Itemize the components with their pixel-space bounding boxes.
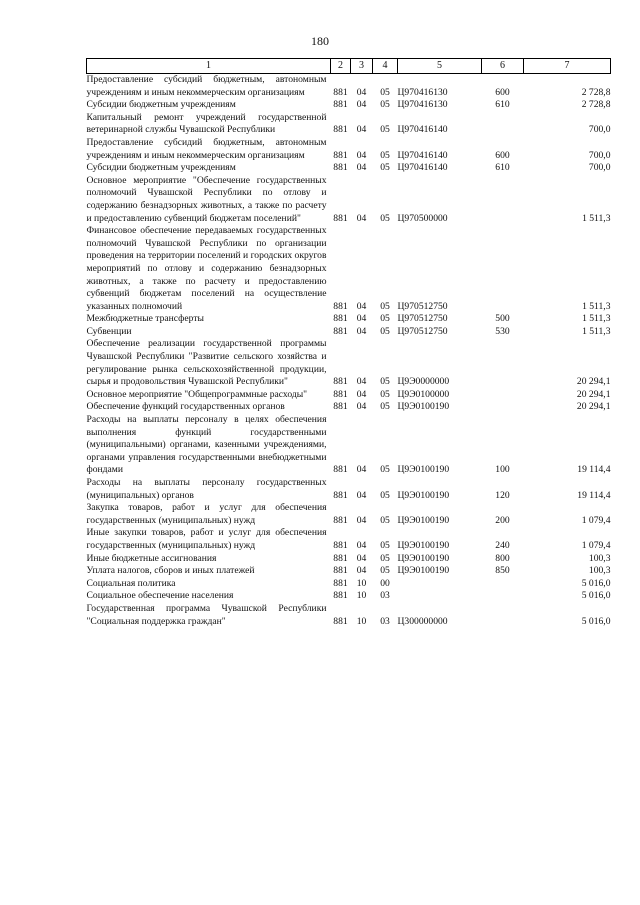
expense-name-cell: Уплата налогов, сборов и иных платежей [86,565,255,577]
table-row [87,338,611,388]
expense-type-code-cell [482,578,524,591]
expense-type-code-cell: 610 [495,162,510,174]
amount-cell: 20 294,1 [576,376,611,388]
expense-type-code-cell [482,590,524,603]
target-article-code-cell: Ц9Э0000000 [397,376,450,388]
expense-name-cell: Межбюджетные трансферты [86,313,204,325]
ministry-code-cell: 881 [333,124,348,136]
section-code-cell: 04 [356,376,367,388]
header-col-3: 3 [351,59,373,74]
amount-cell: 700,0 [588,124,611,136]
amount-cell: 1 079,4 [581,514,611,526]
table-row [87,175,611,225]
subsection-code-cell: 00 [380,577,390,589]
expense-name-cell: Иные закупки товаров, работ и услуг для обеспечения государственных (муниципальных) нужд [86,527,327,551]
section-code-cell: 04 [356,149,367,161]
subsection-code-cell: 05 [380,565,390,577]
section-code-cell: 04 [356,464,367,476]
expense-type-code-cell: 120 [495,489,510,501]
expense-name-cell: Социальная политика [86,577,176,589]
target-article-code-cell: Ц970512750 [397,313,448,325]
ministry-code-cell: 881 [333,388,348,400]
amount-cell: 100,3 [588,565,611,577]
header-col-2: 2 [331,59,351,74]
expense-type-code-cell [482,389,524,402]
section-code-cell: 04 [356,514,367,526]
table-row [87,74,611,100]
ministry-code-cell: 881 [333,149,348,161]
section-code-cell: 04 [356,565,367,577]
section-code-cell: 04 [356,489,367,501]
expense-name-cell: Обеспечение функций государственных органов [86,401,285,413]
expense-name-cell: Финансовое обеспечение передаваемых государственных полномочий Чувашской Республики по организации проведения на территории поселений и городских округов мероприятий по отлову и содержанию безнадзорных животных, а также по расчету и предоставлению субвенций бюджетам поселений на осуществление указанных полномочий [86,225,327,312]
target-article-code-cell: Ц300000000 [397,615,448,627]
table-row [87,527,611,552]
subsection-code-cell: 05 [380,99,390,111]
subsection-code-cell: 03 [380,590,390,602]
table-row [87,326,611,339]
expense-name-cell: Основное мероприятие "Общепрограммные расходы" [86,388,308,400]
expense-type-code-cell: 800 [495,552,510,564]
header-col-1: 1 [87,59,331,74]
expense-name-cell: Субсидии бюджетным учреждениям [86,99,236,111]
target-article-code-cell: Ц9Э0100190 [397,539,450,551]
table-row [87,590,611,603]
table-row [87,553,611,566]
expense-type-code-cell [482,603,524,628]
expense-name-cell: Расходы на выплаты персоналу в целях обеспечения выполнения функций государственными (муниципальными) органами, казенными учреждениями, органами управления государственными внебюджетными фондами [86,414,327,476]
table-body [87,74,611,629]
subsection-code-cell: 05 [380,313,390,325]
amount-cell: 1 079,4 [581,539,611,551]
table-row [87,225,611,313]
expense-name-cell: Иные бюджетные ассигнования [86,552,217,564]
table-row [87,99,611,112]
header-col-7: 7 [524,59,611,74]
amount-cell: 5 016,0 [581,590,611,602]
table-row [87,603,611,628]
ministry-code-cell: 881 [333,577,348,589]
target-article-code-cell: Ц970416130 [397,99,448,111]
ministry-code-cell: 881 [333,514,348,526]
amount-cell: 5 016,0 [581,577,611,589]
target-article-code-cell: Ц970500000 [397,212,448,224]
subsection-code-cell: 05 [380,162,390,174]
amount-cell: 5 016,0 [581,615,611,627]
target-article-code-cell: Ц9Э0100190 [397,565,450,577]
target-article-code-cell [398,590,482,603]
expense-type-code-cell [482,175,524,225]
section-code-cell: 04 [356,539,367,551]
subsection-code-cell: 05 [380,464,390,476]
subsection-code-cell: 05 [380,388,390,400]
expense-name-cell: Субсидии бюджетным учреждениям [86,162,236,174]
amount-cell: 20 294,1 [576,388,611,400]
expense-type-code-cell: 530 [495,325,510,337]
expense-name-cell: Предоставление субсидий бюджетным, автономным учреждениям и иным некоммерческим организациям [86,74,327,98]
expense-type-code-cell [482,338,524,388]
expense-name-cell: Закупка товаров, работ и услуг для обеспечения государственных (муниципальных) нужд [86,502,327,526]
budget-table [86,58,611,628]
target-article-code-cell: Ц9Э0100190 [397,489,450,501]
subsection-code-cell: 05 [380,489,390,501]
section-code-cell: 04 [356,552,367,564]
expense-type-code-cell [482,401,524,414]
expense-name-cell: Государственная программа Чувашской Республики "Социальная поддержка граждан" [86,602,327,627]
ministry-code-cell: 881 [333,99,348,111]
subsection-code-cell: 05 [380,212,390,224]
section-code-cell: 10 [356,615,367,627]
ministry-code-cell: 881 [333,212,348,224]
table-row [87,477,611,502]
ministry-code-cell: 881 [333,464,348,476]
target-article-code-cell: Ц970416130 [397,86,448,98]
amount-cell: 100,3 [588,552,611,564]
amount-cell: 700,0 [588,149,611,161]
amount-cell: 2 728,8 [581,99,611,111]
target-article-code-cell: Ц970512750 [397,325,448,337]
amount-cell: 1 511,3 [582,313,611,325]
section-code-cell: 04 [356,325,367,337]
target-article-code-cell: Ц970416140 [397,149,448,161]
expense-name-cell: Расходы на выплаты персоналу государственных (муниципальных) органов [86,477,327,501]
section-code-cell: 04 [356,300,367,312]
amount-cell: 19 114,4 [577,489,611,501]
table-row [87,313,611,326]
expense-name-cell: Основное мероприятие "Обеспечение государственных полномочий Чувашской Республики по отлову и содержанию безнадзорных животных, а также по расчету и предоставлению субвенций бюджетам поселений" [86,174,327,224]
section-code-cell: 10 [356,577,367,589]
section-code-cell: 10 [356,590,367,602]
section-code-cell: 04 [356,86,367,98]
amount-cell: 700,0 [588,162,611,174]
ministry-code-cell: 881 [333,489,348,501]
amount-cell: 2 728,8 [581,86,611,98]
ministry-code-cell: 881 [333,552,348,564]
amount-cell: 1 511,3 [582,300,611,312]
subsection-code-cell: 05 [380,552,390,564]
target-article-code-cell: Ц9Э0100000 [397,388,450,400]
section-code-cell: 04 [356,313,367,325]
expense-type-code-cell: 610 [495,99,510,111]
subsection-code-cell: 05 [380,149,390,161]
ministry-code-cell: 881 [333,300,348,312]
expense-name-cell: Социальное обеспечение населения [86,590,234,602]
section-code-cell: 04 [356,388,367,400]
page-number: 180 [311,34,329,48]
table-row [87,502,611,527]
subsection-code-cell: 03 [380,615,390,627]
target-article-code-cell: Ц9Э0100190 [397,464,450,476]
ministry-code-cell: 881 [333,539,348,551]
expense-name-cell: Субвенции [86,325,132,337]
header-col-6: 6 [482,59,524,74]
expense-type-code-cell: 600 [495,149,510,161]
header-col-4: 4 [373,59,398,74]
subsection-code-cell: 05 [380,86,390,98]
target-article-code-cell [398,578,482,591]
ministry-code-cell: 881 [333,615,348,627]
expense-type-code-cell: 850 [495,565,510,577]
table-row [87,401,611,414]
ministry-code-cell: 881 [333,162,348,174]
ministry-code-cell: 881 [333,376,348,388]
amount-cell: 19 114,4 [577,464,611,476]
table-row [87,389,611,402]
ministry-code-cell: 881 [333,565,348,577]
target-article-code-cell: Ц9Э0100190 [397,552,450,564]
subsection-code-cell: 05 [380,401,390,413]
target-article-code-cell: Ц970512750 [397,300,448,312]
table-row [87,414,611,477]
expense-name-cell: Обеспечение реализации государственной программы Чувашской Республики "Развитие сельского хозяйства и регулирование рынка сельскохозяйственной продукции, сырья и продовольствия Чувашской Республики" [86,338,327,388]
subsection-code-cell: 05 [380,124,390,136]
table-row [87,112,611,137]
target-article-code-cell: Ц9Э0100190 [397,514,450,526]
ministry-code-cell: 881 [333,590,348,602]
amount-cell: 20 294,1 [576,401,611,413]
ministry-code-cell: 881 [333,401,348,413]
column-number-header [87,59,611,74]
table-row [87,137,611,162]
target-article-code-cell: Ц9Э0100190 [397,401,450,413]
subsection-code-cell: 05 [380,325,390,337]
expense-type-code-cell: 500 [495,313,510,325]
section-code-cell: 04 [356,162,367,174]
section-code-cell: 04 [356,124,367,136]
expense-name-cell: Капитальный ремонт учреждений государственной ветеринарной службы Чувашской Республики [86,111,327,136]
ministry-code-cell: 881 [333,86,348,98]
subsection-code-cell: 05 [380,514,390,526]
target-article-code-cell: Ц970416140 [397,162,448,174]
ministry-code-cell: 881 [333,325,348,337]
subsection-code-cell: 05 [380,376,390,388]
expense-type-code-cell: 100 [495,464,510,476]
amount-cell: 1 511,3 [582,325,611,337]
expense-type-code-cell [482,225,524,313]
section-code-cell: 04 [356,401,367,413]
ministry-code-cell: 881 [333,313,348,325]
section-code-cell: 04 [356,99,367,111]
target-article-code-cell: Ц970416140 [397,124,448,136]
table-row [87,162,611,175]
expense-type-code-cell [482,112,524,137]
subsection-code-cell: 05 [380,300,390,312]
expense-type-code-cell: 200 [495,514,510,526]
table-row [87,578,611,591]
table-row [87,565,611,578]
expense-type-code-cell: 240 [495,539,510,551]
subsection-code-cell: 05 [380,539,390,551]
expense-name-cell: Предоставление субсидий бюджетным, автономным учреждениям и иным некоммерческим организациям [86,136,327,161]
header-col-5: 5 [398,59,482,74]
amount-cell: 1 511,3 [582,212,611,224]
section-code-cell: 04 [356,212,367,224]
expense-type-code-cell: 600 [495,86,510,98]
